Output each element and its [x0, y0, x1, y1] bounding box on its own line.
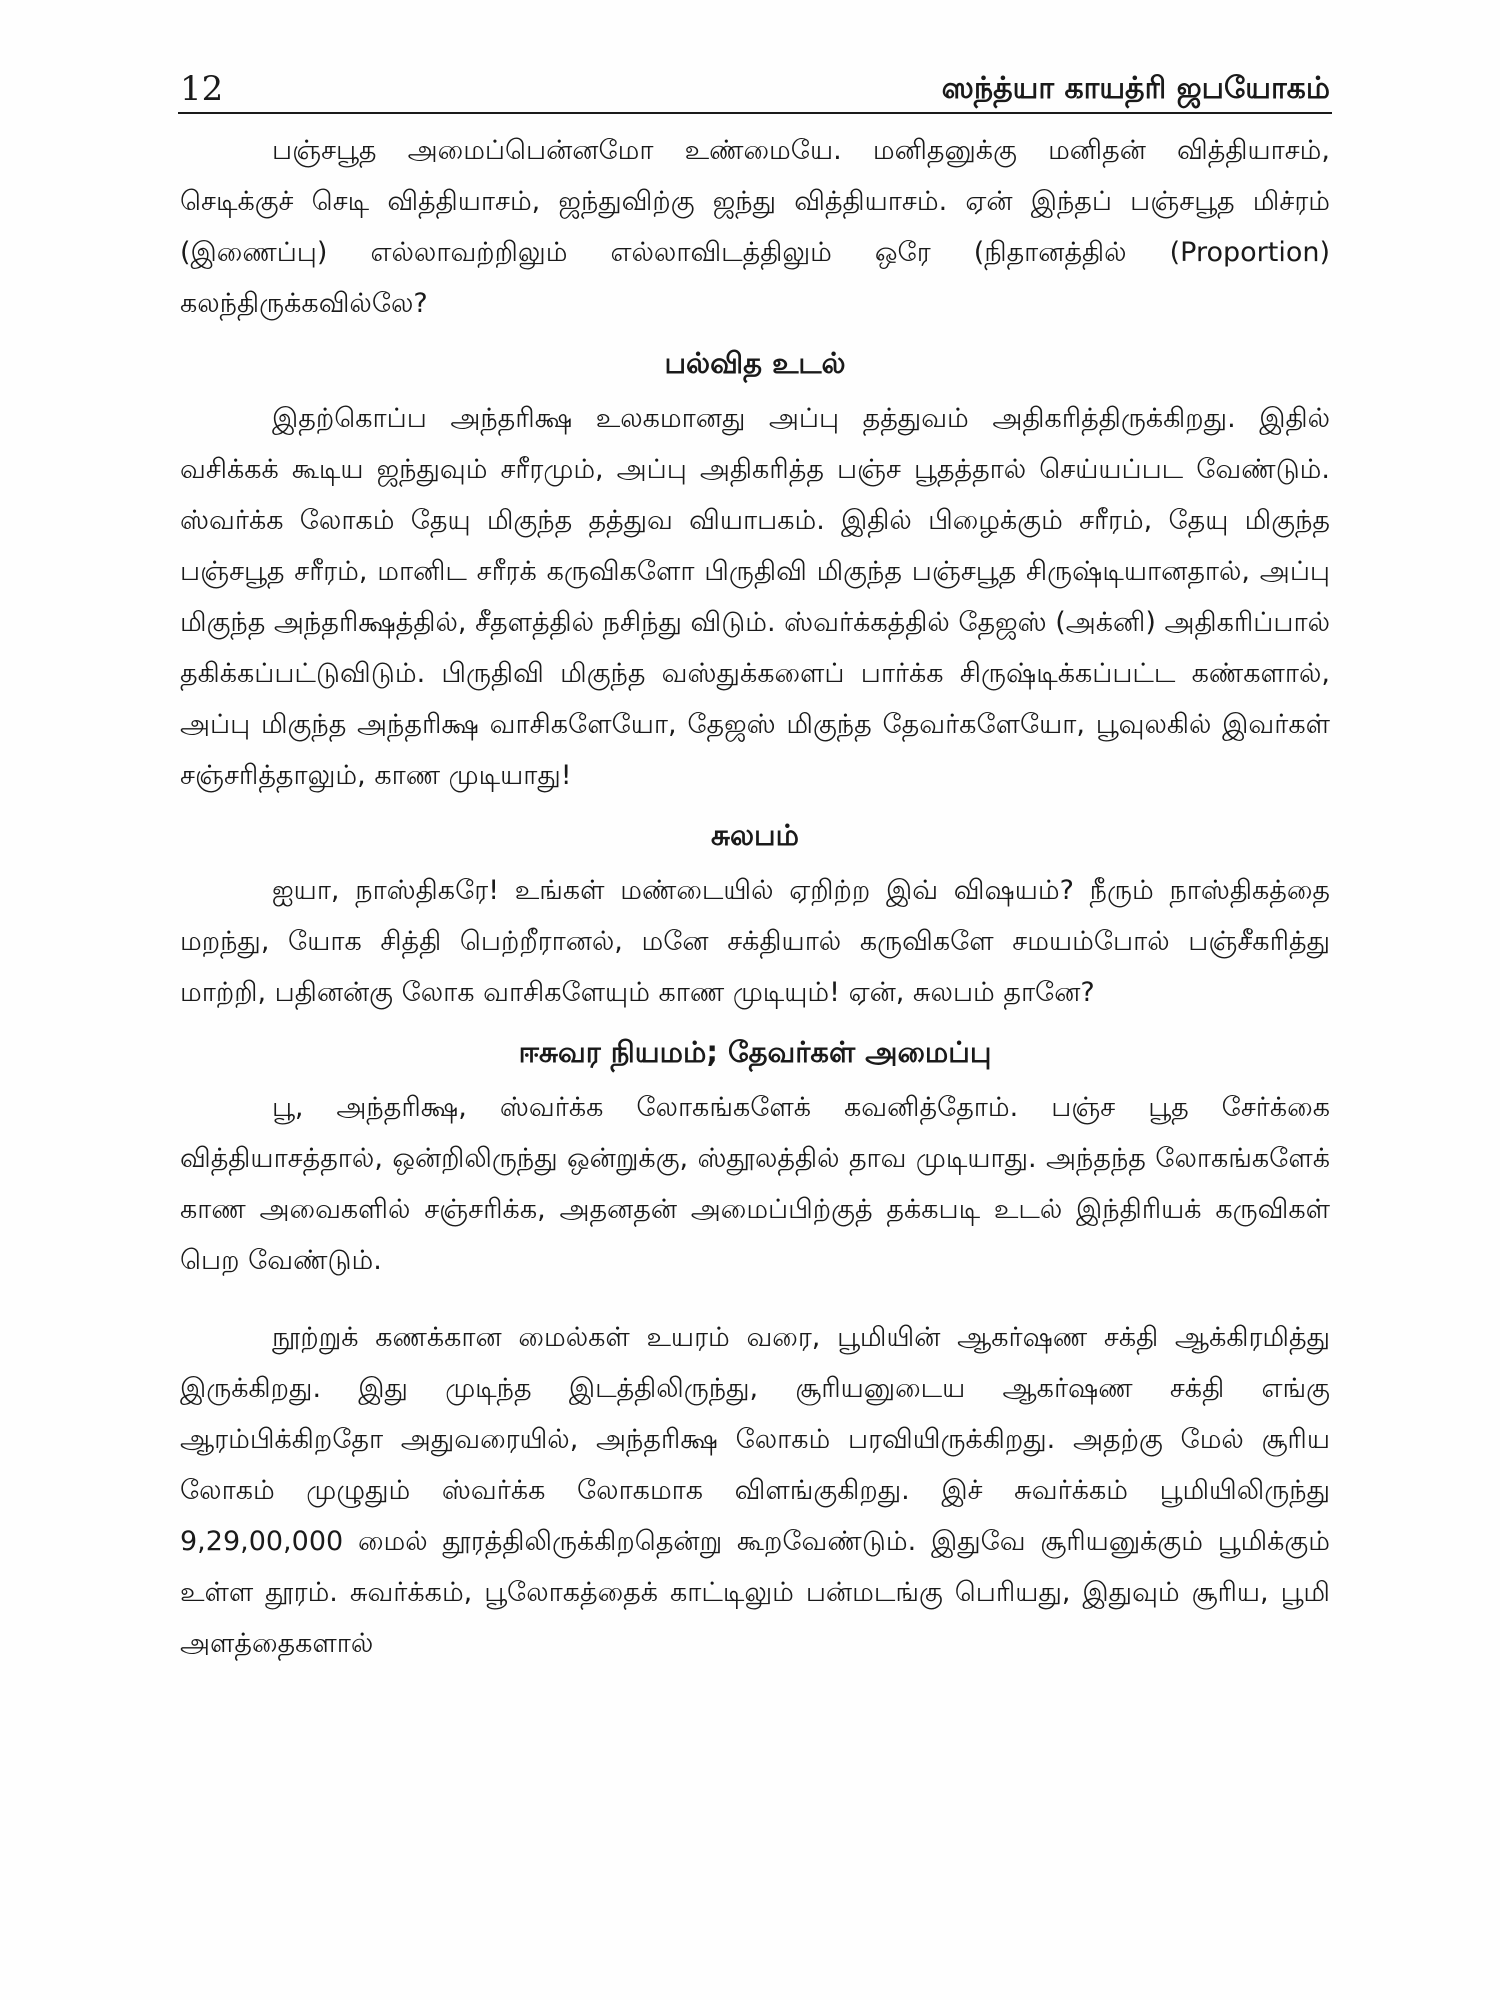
paragraph-5: நூற்றுக் கணக்கான மைல்கள் உயரம் வரை, பூமியின் ஆகர்ஷண சக்தி ஆக்கிரமித்து இருக்கிறது. இது முடிந்த இடத்திலிருந்து, சூரியனுடைய ஆகர்ஷண சக்தி எங்கு ஆரம்பிக்கிறதோ அதுவரையில், அந்தரிக்ஷ லோகம் பரவியிருக்கிறது. அதற்கு மேல் சூரிய லோகம் முழுதும் ஸ்வர்க்க லோகமாக விளங்குகிறது. இச் சுவர்க்கம் பூமியிலிருந்து 9,29,00,000 மைல் தூரத்திலிருக்கிறதென்று கூறவேண்டும். இதுவே சூரியனுக்கும் பூமிக்கும் உள்ள தூரம். சுவர்க்கம், பூலோகத்தைக் காட்டிலும் பன்மடங்கு பெரியது, இதுவும் சூரிய, பூமி அளத்தைகளால்	[180, 1322, 1330, 1659]
paragraph-3: ஐயா, நாஸ்திகரே! உங்கள் மண்டையில் ஏறிற்ற இவ் விஷயம்? நீரும் நாஸ்திகத்தை மறந்து, யோக சித்தி பெற்றீரானல், மனே சக்தியால் கருவிகளே சமயம்போல் பஞ்சீகரித்து மாற்றி, பதினன்கு லோக வாசிகளேயும் காண முடியும்! ஏன், சுலபம் தானே?	[180, 875, 1330, 1008]
page-number: 12	[180, 69, 224, 109]
spacer	[180, 1286, 1330, 1312]
section-heading-1: பல்வித உடல்	[664, 346, 846, 380]
page-header	[180, 52, 1330, 112]
paragraph-2: இதற்கொப்ப அந்தரிக்ஷ உலகமானது அப்பு தத்துவம் அதிகரித்திருக்கிறது. இதில் வசிக்கக் கூடிய ஜந்துவும் சரீரமும், அப்பு அதிகரித்த பஞ்ச பூதத்தால் செய்யப்பட வேண்டும். ஸ்வர்க்க லோகம் தேயு மிகுந்த தத்துவ வியாபகம். இதில் பிழைக்கும் சரீரம், தேயு மிகுந்த பஞ்சபூத சரீரம், மானிட சரீரக் கருவிகளோ பிருதிவி மிகுந்த பஞ்சபூத சிருஷ்டியானதால், அப்பு மிகுந்த அந்தரிக்ஷத்தில், சீதளத்தில் நசிந்து விடும். ஸ்வர்க்கத்தில் தேஜஸ் (அக்னி) அதிகரிப்பால் தகிக்கப்பட்டுவிடும். பிருதிவி மிகுந்த வஸ்துக்களைப் பார்க்க சிருஷ்டிக்கப்பட்ட கண்களால், அப்பு மிகுந்த அந்தரிக்ஷ வாசிகளேயோ, தேஜஸ் மிகுந்த தேவர்களேயோ, பூவுலகில் இவர்கள் சஞ்சரித்தாலும், காண முடியாது!	[180, 403, 1330, 791]
section-heading-2: சுலபம்	[711, 818, 799, 852]
paragraph-4: பூ, அந்தரிக்ஷ, ஸ்வர்க்க லோகங்களேக் கவனித்தோம். பஞ்ச பூத சேர்க்கை வித்தியாசத்தால், ஒன்றிலிருந்து ஒன்றுக்கு, ஸ்தூலத்தில் தாவ முடியாது. அந்தந்த லோகங்களேக் காண அவைகளில் சஞ்சரிக்க, அதனதன் அமைப்பிற்குத் தக்கபடி உடல் இந்திரியக் கருவிகள் பெற வேண்டும்.	[180, 1092, 1330, 1276]
paragraph-1: பஞ்சபூத அமைப்பென்னமோ உண்மையே. மனிதனுக்கு மனிதன் வித்தியாசம், செடிக்குச் செடி வித்தியாசம், ஜந்துவிற்கு ஜந்து வித்தியாசம். ஏன் இந்தப் பஞ்சபூத மிச்ரம் (இணைப்பு) எல்லாவற்றிலும் எல்லாவிடத்திலும் ஒரே (நிதானத்தில் (Proportion) கலந்திருக்கவில்லே?	[180, 135, 1330, 319]
page-body	[180, 125, 1330, 1669]
running-title: ஸந்த்யா காயத்ரி ஜபயோகம்	[941, 71, 1330, 106]
header-rule	[178, 112, 1332, 114]
section-heading-3: ஈசுவர நியமம்; தேவர்கள் அமைப்பு	[518, 1035, 992, 1069]
